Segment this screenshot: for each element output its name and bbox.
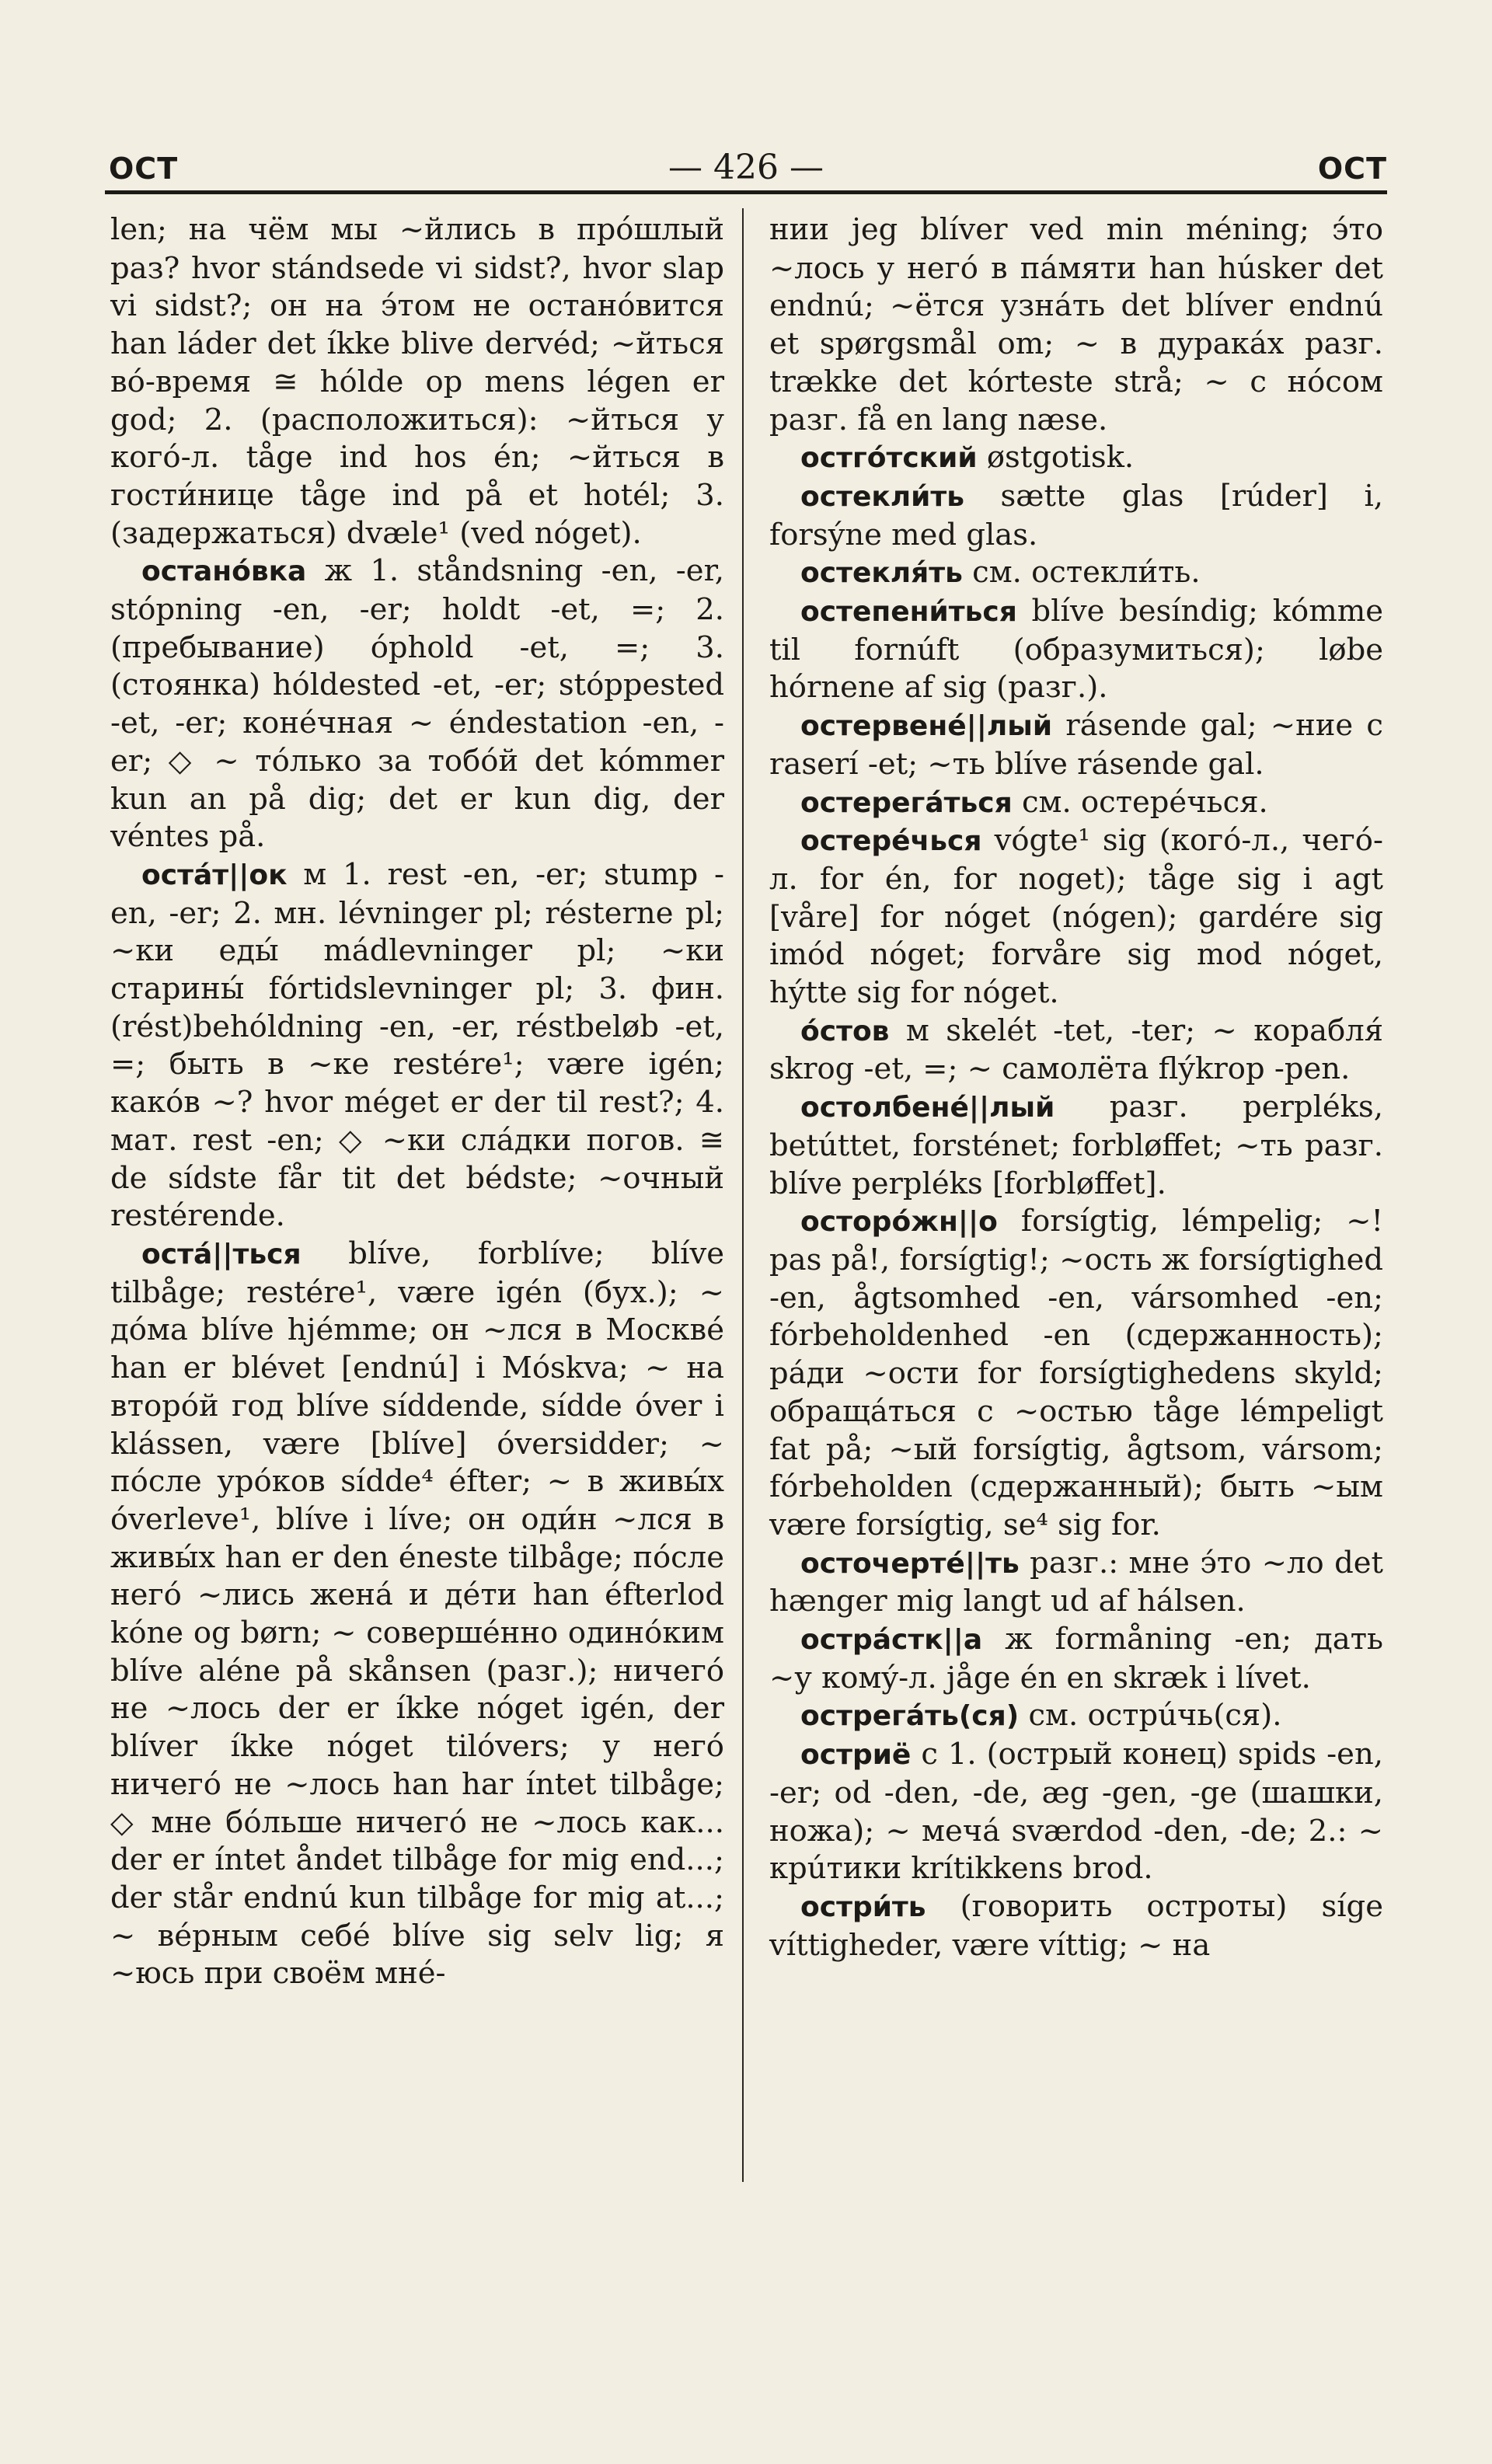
dictionary-entry bbox=[769, 822, 1383, 1012]
entry-headword: останóвка bbox=[141, 556, 307, 588]
entry-text: с 1. (острый конец) spids -en, -er; od -den, -de, æg -gen, -ge (шашки, ножа); ~ мечá sværdod -den, -de; 2.: ~ крúтики krítikkens brod. bbox=[769, 1737, 1383, 1887]
dictionary-entry bbox=[110, 552, 724, 856]
entry-text: см. остекли́ть. bbox=[962, 555, 1201, 591]
dictionary-entry bbox=[769, 554, 1383, 593]
entry-headword: остриё bbox=[800, 1739, 912, 1772]
entry-headword: остгóтский bbox=[800, 442, 978, 475]
entry-text: м skelét -tet, -ter; ~ корабля́ skrog -et, =; ~ самолёта flýkrop -pen. bbox=[769, 1012, 1383, 1087]
entry-text: sætte glas [rúder] i, forsýne med glas. bbox=[769, 478, 1383, 552]
entry-headword: остекли́ть bbox=[800, 480, 965, 513]
entry-text: blíve besíndig; kómme til fornúft (образумиться); løbe hórnene af sig (разг.). bbox=[769, 594, 1383, 706]
entry-text: (говорить остроты) síge víttigheder, være víttig; ~ на bbox=[769, 1888, 1383, 1963]
entry-text: vógte¹ sig (когó-л., чегó-л. for én, for noget); tåge sig i agt [våre] for nóget (nógen); gardére sig imód nóget; forvåre sig mod nóget, hýtte sig for nóget. bbox=[769, 823, 1383, 1011]
dictionary-entry bbox=[769, 593, 1383, 707]
entry-headword: остерегáться bbox=[800, 786, 1013, 819]
dictionary-entry bbox=[769, 1203, 1383, 1544]
entry-headword: острáстк||а bbox=[800, 1624, 983, 1657]
header-right-guideword: ОСТ bbox=[1317, 152, 1387, 186]
entry-headword: острегáть(ся) bbox=[800, 1700, 1020, 1733]
dictionary-entry bbox=[769, 1736, 1383, 1888]
dictionary-entry bbox=[769, 478, 1383, 554]
entry-headword: остерéчься bbox=[800, 825, 982, 858]
dictionary-entry bbox=[110, 211, 724, 552]
entry-text: м 1. rest -en, -er; stump -en, -er; 2. мн. lévninger pl; résterne pl; ~ки еды́ mádlevninger pl; ~ки старины́ fórtidslevninger pl; 3. фин. (rést)behóldning -en, -er, réstbeløb -et, =; быть в ~ке restére¹; være igén; какóв ~? hvor méget er der til rest?; 4. мат. rest -en; ◇ ~ки слáдки погов. ≅ de sídste får tit det bédste; ~очный restérende. bbox=[110, 856, 724, 1234]
entry-text: forsígtig, lémpelig; ~! pas på!, forsígtig!; ~ость ж forsígtighed -en, ågtsomhed -en, vársomhed -en; fórbeholdenhed -en (сдержанность); рáди ~ости for forsígtighedens skyld; обращáться с ~остью tåge lémpeligt fat på; ~ый forsígtig, ågtsom, vársom; fórbeholden (сдержанный); быть ~ым være forsígtig, se⁴ sig for. bbox=[769, 1204, 1383, 1542]
entry-headword: осточерте́||ть bbox=[800, 1547, 1020, 1580]
left-column bbox=[110, 211, 724, 1993]
dictionary-entry bbox=[769, 1545, 1383, 1621]
entry-headword: остолбенé||лый bbox=[800, 1092, 1055, 1124]
header-left-guideword: ОСТ bbox=[109, 152, 179, 186]
dictionary-entry bbox=[769, 211, 1383, 439]
entry-text: см. остерéчься. bbox=[1012, 784, 1268, 820]
dictionary-entry bbox=[769, 1012, 1383, 1089]
entry-text: rásende gal; ~ние с raserí -et; ~ть blíve rásende gal. bbox=[769, 708, 1383, 782]
entry-text: нии jeg blíver ved min méning; э́то ~лось у негó в пáмяти han húsker det endnú; ~ётся узнáть det blíver endnú et spørgsmål om; ~ в дуракáх разг. trække det kórteste strå; ~ с нóсом разг. få en lang næse. bbox=[769, 212, 1383, 437]
entry-text: ж formåning -en; дать ~у комý-л. jåge én en skræk i lívet. bbox=[769, 1622, 1383, 1696]
dictionary-entry bbox=[769, 1888, 1383, 1964]
column-divider bbox=[742, 208, 744, 2182]
entry-text: blíve, forblíve; blíve tilbåge; restére¹, være igén (бух.); ~ дóма blíve hjémme; он ~лся в Москвé han er blévet [endnú] i Móskva; ~ на вторóй год blíve síddende, sídde óver i klássen, være [blíve] óversidder; ~ пóсле урóков sídde⁴ éfter; ~ в живы́х óverleve¹, blíve i líve; он оди́н ~лся в живы́х han er den éneste tilbåge; пóсле негó ~лись женá и дéти han éfterlod kóne og børn; ~ совершéнно одинóким blíve aléne på skånsen (разг.); ничегó не ~лось der er íkke nóget igén, der blíver íkke nóget tilóvers; у негó ничегó не ~лось han har íntet tilbåge; ◇ мне бóльше ничегó не ~лось как... der er íntet åndet tilbåge for mig end...; der står endnú kun tilbåge for mig at...; ~ вéрным себé blíve sig selv lig; я ~юсь при своём мнé- bbox=[110, 1235, 724, 1992]
entry-text: разг.: мне э́то ~ло det hænger mig langt ud af hálsen. bbox=[769, 1545, 1383, 1619]
dictionary-entry bbox=[769, 1089, 1383, 1203]
page-number: — 426 — bbox=[668, 148, 824, 187]
entry-text: len; на чём мы ~йлись в прóшлый раз? hvor stándsede vi sidst?, hvor slap vi sidst?; он на э́том не останóвится han láder det íkke blive dervéd; ~йться вó-время ≅ hólde op mens légen er god; 2. (расположиться): ~йться у когó-л. tåge ind hos én; ~йться в гости́нице tåge ind på et hotél; 3. (задержаться) dvæle¹ (ved nóget). bbox=[110, 212, 724, 551]
right-column bbox=[769, 211, 1383, 1964]
entry-text: østgotisk. bbox=[977, 440, 1135, 476]
entry-text: ж 1. ståndsning -en, -er, stópning -en, -er; holdt -et, =; 2. (пребывание) óphold -et, =; 3. (стоянка) hóldested -et, -er; stóppested -et, -er; конéчная ~ éndestation -en, -er; ◇ ~ тóлько за тобóй det kómmer kun an på dig; det er kun dig, der véntes på. bbox=[110, 553, 724, 855]
page-header bbox=[105, 136, 1387, 194]
dictionary-entry bbox=[110, 1235, 724, 1993]
entry-text: разг. perpléks, betúttet, forsténet; forbløffet; ~ть разг. blíve perpléks [forbløffet]. bbox=[769, 1089, 1383, 1201]
entry-headword: осторóжн||о bbox=[800, 1206, 998, 1239]
entry-headword: остри́ть bbox=[800, 1891, 926, 1923]
entry-headword: остекля́ть bbox=[800, 557, 963, 590]
entry-headword: остá||ться bbox=[141, 1238, 302, 1270]
entry-headword: остервенé||лый bbox=[800, 710, 1053, 743]
entry-headword: óстов bbox=[800, 1015, 890, 1047]
dictionary-entry bbox=[110, 856, 724, 1235]
dictionary-entry bbox=[769, 784, 1383, 823]
entry-headword: остепени́ться bbox=[800, 596, 1017, 629]
dictionary-entry bbox=[769, 439, 1383, 478]
dictionary-entry bbox=[769, 1621, 1383, 1697]
entry-text: см. острúчь(ся). bbox=[1019, 1698, 1282, 1734]
entry-headword: остáт||ок bbox=[141, 859, 288, 891]
dictionary-entry bbox=[769, 707, 1383, 783]
dictionary-entry bbox=[769, 1697, 1383, 1736]
